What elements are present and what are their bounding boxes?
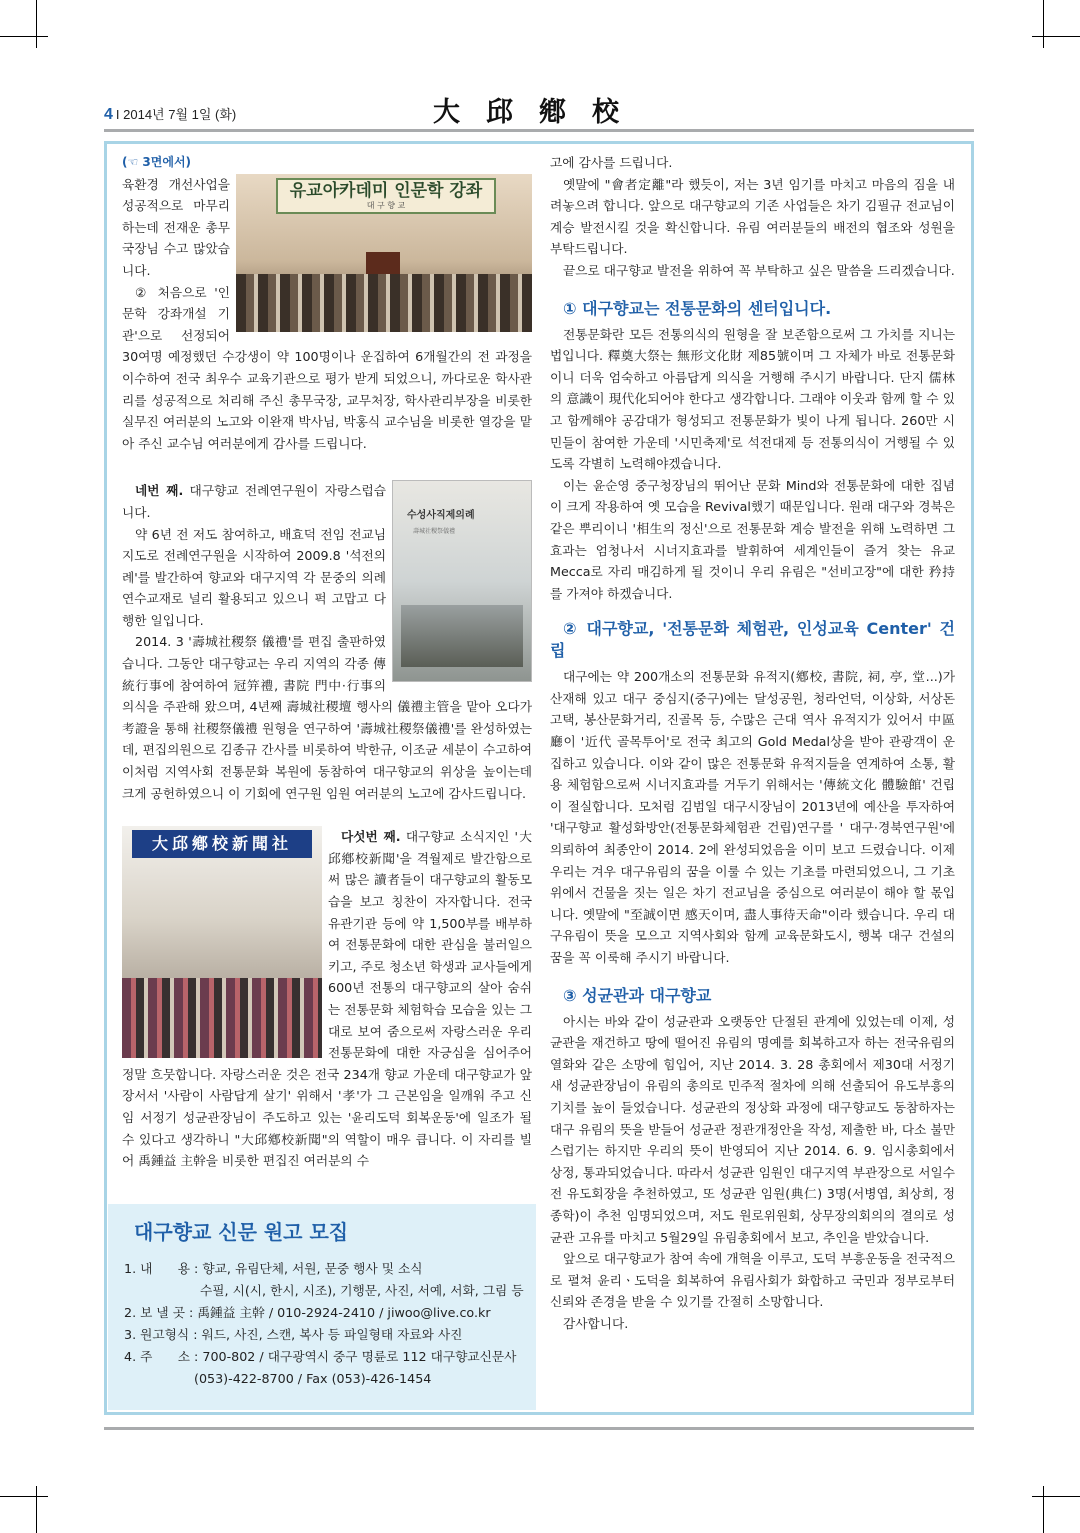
book-cover-photo: [392, 480, 532, 682]
office-sign: 大邱鄕校新聞社: [132, 830, 312, 858]
notice-line: (053)-422-8700 / Fax (053)-426-1454: [194, 1371, 432, 1386]
section-heading-2: ② 대구향교, '전통문화 체험관, 인성교육 Center' 건립: [550, 619, 955, 661]
paragraph: ② 처음으로 '인문학 강좌개설 기관'으로 선정되어 30여명 예정했던 수강생이 약 100명이나 운집하여 6개월간의 전 과정을 이수하여 전국 최우수 교육기관으로 평가 받게 되었으니, 까다로운 학사관리를 성공적으로 처리해 주신 총무국장, 교무처장, 학사관리부장을 비롯한 실무진 여러분의 노고와 이완재 박사님, 박홍식 교수님을 비롯한 열강을 맡아 주신 교수님 여러분에게 감사를 드립니다.: [122, 284, 532, 451]
crop-mark: [1043, 0, 1044, 48]
paragraph: 옛말에 "會者定離"라 했듯이, 저는 3년 임기를 마치고 마음의 짐을 내려놓으려 합니다. 앞으로 대구향교의 기존 사업들은 차기 김필규 전교님이 계승 발전시킬 것을 확신합니다. 유림 여러분들의 배전의 협조와 성원을 부탁드립니다.: [550, 176, 955, 257]
paragraph: 2014. 3 '壽城社稷祭 儀禮'를 편집 출판하였습니다. 그동안 대구향교는 우리 지역의 각종 傳統行事에 참여하여 冠笄禮, 書院 門中·行事의 의식을 주관해 왔으며, 4년째 壽城社稷壇 행사의 儀禮主管을 맡아 오다가 考證을 통해 社稷祭儀禮 원형을 연구하여 '壽城社稷祭儀禮'를 완성하였는데, 편집의원으로 김종규 간사를 비롯하여 박한규, 이조균 세분이 수고하여 이처럼 지역사회 전통문화 복원에 동참하여 대구향교의 위상을 높이는데 크게 공헌하였으니 이 기회에 연구원 임원 여러분의 노고에 감사드립니다.: [122, 634, 532, 801]
people: [122, 978, 322, 1058]
book-cover-scene: [401, 605, 523, 667]
section-heading-1: ① 대구향교는 전통문화의 센터입니다.: [563, 298, 832, 318]
audience: [236, 274, 532, 332]
lecture-banner: [276, 178, 496, 214]
lecture-photo: [236, 174, 532, 332]
paragraph-text: 대구향교 전례연구원이 자랑스럽습니다.: [122, 483, 386, 520]
section-lead: 다섯번 째.: [341, 829, 401, 845]
manuscript-notice-box: [108, 1204, 536, 1410]
newspaper-office-photo: [122, 826, 322, 1058]
masthead: [104, 90, 974, 130]
crop-mark: [0, 1496, 48, 1497]
crop-mark: [1032, 36, 1080, 37]
crop-mark: [36, 1486, 37, 1533]
paragraph: 끝으로 대구향교 발전을 위하여 꼭 부탁하고 싶은 말씀을 드리겠습니다.: [563, 262, 955, 278]
paragraph: 앞으로 대구향교가 참여 속에 개혁을 이루고, 도덕 부흥운동을 전국적으로 펼쳐 윤리ㆍ도덕을 회복하여 유림사회가 화합하고 국민과 정부로부터 신뢰와 존경을 받을 수 있기를 간절히 소망합니다.: [550, 1251, 955, 1310]
notice-line: 수필, 시(시, 한시, 시조), 기행문, 사진, 서예, 서화, 그림 등: [200, 1283, 524, 1298]
right-column: [550, 152, 955, 1335]
section-lead: 네번 째.: [135, 483, 184, 499]
crop-mark: [0, 36, 48, 37]
book-subtitle: 壽城社稷祭儀禮: [413, 528, 456, 536]
paragraph: 육환경 개선사업을 성공적으로 마무리 하는데 전재운 총무국장님 수고 많았습니다.: [122, 176, 230, 278]
paragraph: 약 6년 전 저도 참여하고, 배효덕 전임 전교님 지도로 전례연구원을 시작하여 2009.8 '석전의례'를 발간하여 향교와 대구지역 각 문중의 의례 연수교재로 널리 활용되고 있으니 퍽 고맙고 다행한 일입니다.: [122, 526, 386, 628]
paragraph: 전통문화란 모든 전통의식의 원형을 잘 보존함으로써 그 가치를 지니는 법입니다. 釋奠大祭는 無形文化財 제85號이며 그 자체가 바로 전통문화이니 더욱 엄숙하고 아름답게 의식을 거행해 주시기 바랍니다. 단지 儒林의 意識이 現代化되어야 한다고 생각합니다. 그래야 이웃과 함께 할 수 있고 함께해야 공감대가 형성되고 전통문화가 빛이 나게 됩니다. 260만 시민들이 참여한 가운데 '시민축제'로 석전대제 등 전통의식이 거행될 수 있도록 각별히 노력해야겠습니다.: [550, 326, 955, 472]
paragraph: 고에 감사를 드립니다.: [550, 155, 673, 170]
paragraph: 이는 윤순영 중구청장님의 뛰어난 문화 Mind와 전통문화에 대한 집념이 크게 작용하여 옛 모습을 Revival했기 때문입니다. 원래 대구와 경북은 같은 뿌리이니 '相生의 정신'으로 전통문화 계승 발전을 위해 노력하면 그 효과는 엄청나서 시너지효과를 발휘하여 세계인들이 즐겨 찾는 유교 Mecca로 자리 매김하게 될 것이니 우리 유림은 "선비고장"에 대한 矜持를 가져야 하겠습니다.: [550, 477, 955, 601]
page-number: 4: [104, 106, 113, 123]
notice-line: 3. 원고형식 : 워드, 사진, 스캔, 복사 등 파일형태 자료와 사진: [124, 1327, 463, 1342]
footer-rule: [104, 1427, 974, 1430]
notice-title: 대구향교 신문 원고 모집: [134, 1220, 349, 1244]
notice-line: 2. 보 낼 곳 : 禹鍾益 主幹 / 010-2924-2410 / jiwoo@live.co.kr: [124, 1305, 491, 1320]
notice-line: 4. 주 소 : 700-802 / 대구광역시 중구 명륜로 112 대구향교신문사: [124, 1349, 517, 1364]
paragraph-text: 대구향교 소식지인 '大邱鄕校新聞'을 격월제로 발간함으로써 많은 讀者들이 대구향교의 활동모습을 보고 칭찬이 자자합니다. 전국 유관기관 등에 약 1,500부를 배부하여 전통문화에 대한 관심을 불러일으키고, 주로 청소년 학생과 교사들에게 600년 전통의 대구향교의 살아 숨쉬는 전통문화 체험학습 모습을 있는 그대로 보여 줌으로써 자랑스러운 우리 전통문화에 대한 자긍심을 심어주어 정말 흐뭇합니다. 자랑스러운 것은 전국 234개 향교 가운데 대구향교가 앞장서서 '사람이 사람답게 살기' 위해서 '孝'가 그 근본임을 일깨워 주고 신임 서정기 성균관장님이 주도하고 있는 '윤리도덕 회복운동'에 일조가 될 수 있다고 생각하니 "大邱鄕校新聞"의 역할이 매우 큽니다. 이 자리를 빌어 禹鍾益 主幹을 비롯한 편집진 여러분의 수: [122, 829, 533, 1169]
crop-mark: [1043, 1486, 1044, 1533]
continued-ref: (☜ 3면에서): [122, 155, 192, 169]
book-title: 수성사직제의례: [407, 510, 475, 522]
section-heading-3: ③ 성균관과 대구향교: [563, 985, 712, 1005]
paragraph: 대구에는 약 200개소의 전통문화 유적지(鄕校, 書院, 祠, 亭, 堂...)가 산재해 있고 대구 중심지(중구)에는 달성공원, 청라언덕, 이상화, 서상돈 고택, 봉산문화거리, 진골목 등, 수많은 근대 역사 유적지가 있어서 中區廳이 '近代 골목투어'로 전국 최고의 Gold Medal상을 받아 관광객이 운집하고 있습니다. 이와 같이 많은 전통문화 유적지들을 연계하여 소통, 활용 체험함으로써 시너지효과를 거두기 위해서는 '傳統文化 體驗館' 건립이 절실합니다. 모처럼 김범일 대구시장님이 2013년에 예산을 투자하여 '대구향교 활성화방안(전통문화체험관 건립)연구를 ' 대구·경북연구원'에 의뢰하여 최종안이 2014. 2에 완성되었음을 이미 보고 드렸습니다. 이제 우리는 겨우 대구유림의 꿈을 이룰 수 있는 기초를 마련되었으니, 그 기초 위에서 건물을 짓는 일은 차기 전교님을 중심으로 여러분이 해야 할 몫입니다. 옛말에 "至誠이면 感天이며, 盡人事待天命"이라 했습니다. 우리 대구유림이 뜻을 모으고 지역사회와 함께 교육문화도시, 행복 대구 건설의 꿈을 꼭 이룩해 주시기 바랍니다.: [550, 669, 955, 965]
crop-mark: [1032, 1496, 1080, 1497]
left-column: [122, 152, 532, 1172]
notice-line: 1. 내 용 : 향교, 유림단체, 서원, 문중 행사 및 소식: [124, 1261, 423, 1276]
crop-mark: [36, 0, 37, 48]
issue-date: I 2014년 7월 1일 (화): [115, 107, 237, 122]
paragraph: 아시는 바와 같이 성균관과 오랫동안 단절된 관계에 있었는데 이제, 성균관을 재건하고 땅에 떨어진 유림의 명예를 회복하고자 하는 전국유림의 열화와 같은 소망에 힘입어, 지난 2014. 3. 28 총회에서 제30대 서정기 새 성균관장님이 유림의 총의로 민주적 절차에 의해 선출되어 유도부흥의 기치를 높이 들었습니다. 성균관의 정상화 과정에 대구향교도 동참하자는 대구 유림의 뜻을 받들어 성균관 정관개정안을 작성, 제출한 바, 다소 불만스럽기는 하지만 우리의 뜻이 반영되어 지난 2014. 6. 9. 임시총회에서 상정, 통과되었습니다. 따라서 성균관 임원인 대구지역 부관장으로 서일수 전 유도회장을 추천하였고, 또 성균관 임원(典仁) 3명(서병엽, 최상희, 정종학)이 추천 임명되었으며, 저도 원로위원회, 상무장의회의의 결의로 성균관 고유를 마치고 5월29일 유림총회에서 보고, 추인을 받았습니다.: [550, 1013, 955, 1245]
banner-title: 유교아카데미 인문학 강좌: [289, 180, 483, 201]
banner-sub: 대 구 향 교: [366, 200, 406, 210]
newspaper-title: 大邱鄕校: [433, 97, 645, 128]
paragraph: 감사합니다.: [563, 1315, 629, 1331]
header-rule: [104, 129, 974, 132]
